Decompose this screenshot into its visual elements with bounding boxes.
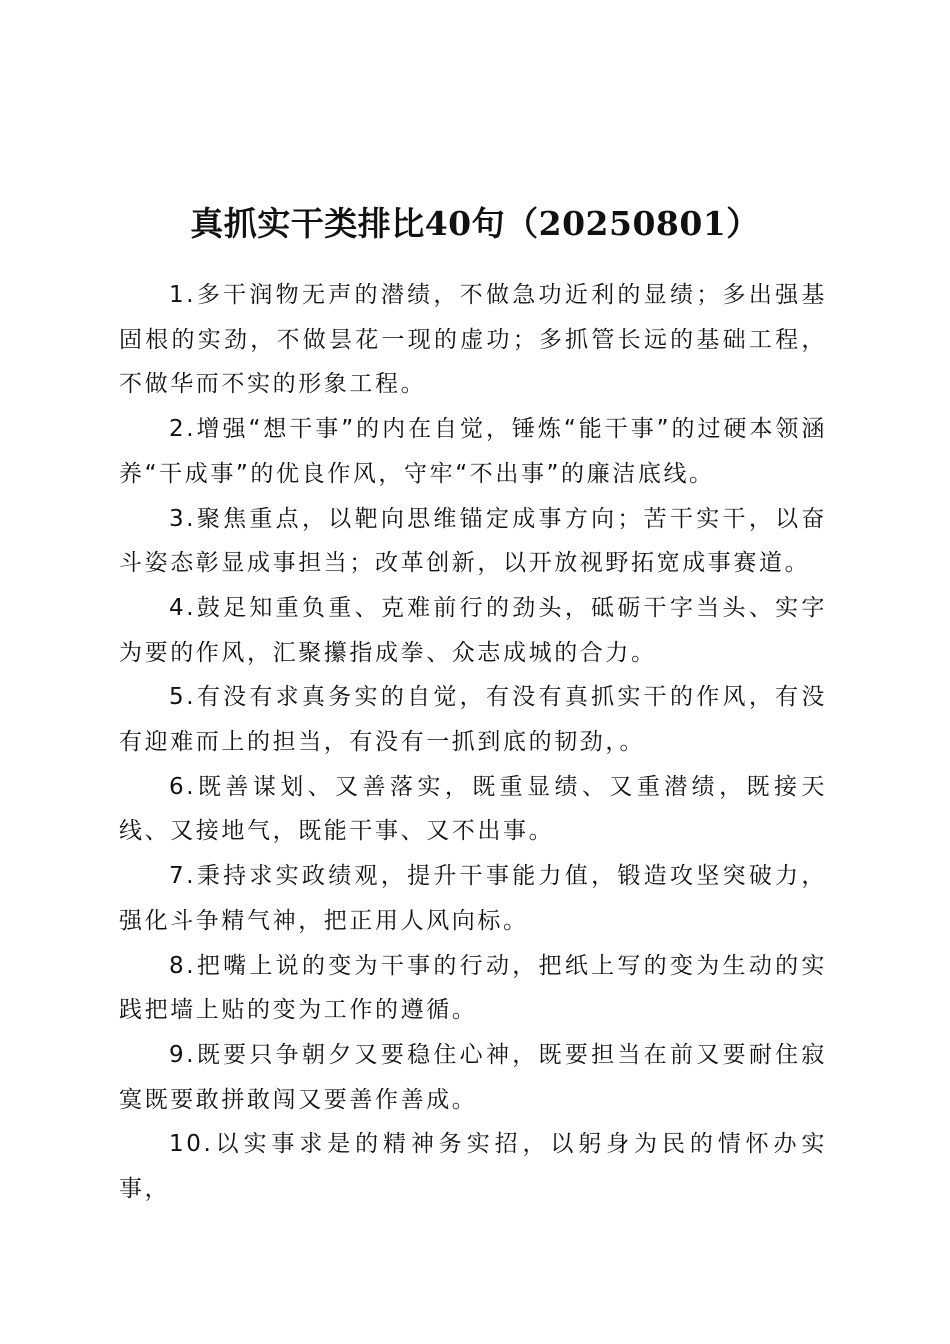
paragraph-1: 1.多干润物无声的潜绩，不做急功近利的显绩；多出强基固根的实劲，不做昙花一现的虚功；多抓管长远的基础工程，不做华而不实的形象工程。 [119, 282, 827, 398]
paragraph-4: 4.鼓足知重负重、克难前行的劲头，砥砺干字当头、实字为要的作风，汇聚攥指成拳、众志成城的合力。 [119, 594, 827, 666]
paragraph-2: 2.增强“想干事”的内在自觉，锤炼“能干事”的过硬本领涵养“干成事”的优良作风，守牢“不出事”的廉洁底线。 [119, 416, 827, 487]
paragraph-7: 7.秉持求实政绩观，提升干事能力值，锻造攻坚突破力，强化斗争精气神，把正用人风向标。 [119, 863, 827, 934]
paragraph-9: 9.既要只争朝夕又要稳住心神，既要担当在前又要耐住寂寞既要敢拼敢闯又要善作善成。 [119, 1041, 827, 1113]
paragraph-8: 8.把嘴上说的变为干事的行动，把纸上写的变为生动的实践把墙上贴的变为工作的遵循。 [119, 952, 827, 1024]
document-body [119, 273, 827, 1212]
document-title: 真抓实干类排比40句（20250801） [190, 204, 760, 244]
paragraph-6: 6.既善谋划、又善落实，既重显绩、又重潜绩，既接天线、又接地气，既能干事、又不出事。 [119, 773, 827, 845]
paragraph-3: 3.聚焦重点，以靶向思维锚定成事方向；苦干实干，以奋斗姿态彰显成事担当；改革创新，以开放视野拓宽成事赛道。 [119, 505, 827, 577]
paragraph-10: 10.以实事求是的精神务实招，以躬身为民的情怀办实事， [119, 1131, 827, 1203]
paragraph-5: 5.有没有求真务实的自觉，有没有真抓实干的作风，有没有迎难而上的担当，有没有一抓到底的韧劲，。 [119, 684, 827, 756]
